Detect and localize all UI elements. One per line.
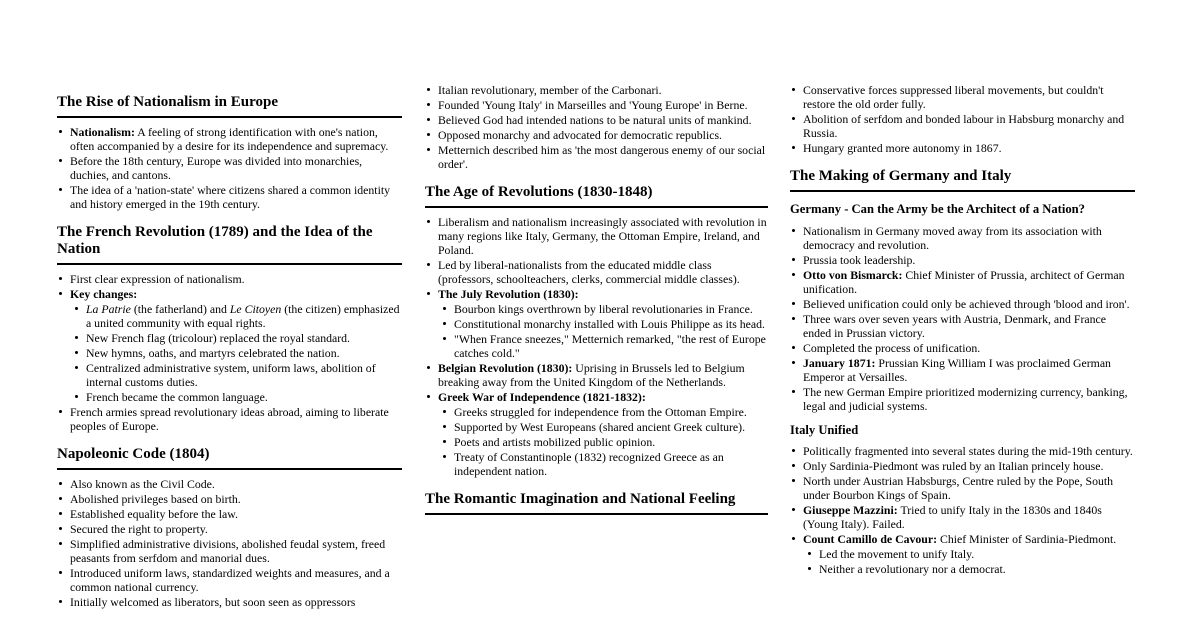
sub-bullet-list (806, 547, 1135, 576)
column-right (790, 82, 1135, 576)
bullet-icon (427, 103, 430, 106)
list-item-text: Abolished privileges based on birth. (70, 492, 241, 507)
list-item-text: New hymns, oaths, and martyrs celebrated the nation. (86, 346, 340, 361)
list-item (441, 405, 768, 419)
list-item (790, 297, 1135, 311)
list-item-text: La Patrie (the fatherland) and Le Citoyen (the citizen) emphasized a united community with equal rights. (86, 302, 400, 331)
bullet-icon (59, 292, 62, 295)
bullet-icon (792, 390, 795, 393)
bullet-list (790, 224, 1135, 413)
list-item (790, 459, 1135, 473)
sub-bullet-list (441, 302, 768, 360)
list-item-text: French became the common language. (86, 390, 268, 405)
bullet-icon (75, 395, 78, 398)
list-item-text: Initially welcomed as liberators, but soon seen as oppressors (70, 595, 356, 610)
bullet-icon (792, 88, 795, 91)
list-item-text: Opposed monarchy and advocated for democratic republics. (438, 128, 723, 142)
bullet-icon (75, 336, 78, 339)
list-item (57, 507, 402, 521)
list-item (73, 302, 402, 330)
list-item-text: New French flag (tricolour) replaced the royal standard. (86, 331, 351, 346)
bullet-icon (427, 220, 430, 223)
list-item (57, 537, 402, 565)
list-item (425, 98, 768, 112)
list-item-text: Believed God had intended nations to be natural units of mankind. (438, 113, 752, 127)
list-item-text: Italian revolutionary, member of the Carbonari. (438, 83, 662, 97)
bullet-icon (59, 130, 62, 133)
bullet-icon (443, 425, 446, 428)
subsection-heading: Italy Unified (790, 422, 859, 437)
list-item (73, 361, 402, 389)
list-item-text: Politically fragmented into several states during the mid-19th century. (803, 444, 1133, 459)
list-item (73, 390, 402, 404)
bullet-icon (427, 263, 430, 266)
bullet-list (425, 83, 768, 171)
list-item (57, 287, 402, 404)
bullet-icon (427, 133, 430, 136)
bullet-icon (75, 307, 78, 310)
bullet-list (57, 272, 402, 433)
list-item (790, 444, 1135, 458)
sub-bullet-list (441, 405, 768, 478)
list-item (441, 450, 768, 478)
bullet-icon (75, 351, 78, 354)
list-item (425, 113, 768, 127)
bullet-icon (443, 455, 446, 458)
list-item (425, 287, 768, 360)
list-item (57, 183, 402, 211)
list-item-text: Hungary granted more autonomy in 1867. (803, 141, 1002, 155)
section-heading: The Rise of Nationalism in Europe (57, 94, 402, 118)
list-item (57, 125, 402, 153)
list-item-text: Poets and artists mobilized public opinion. (454, 435, 656, 450)
list-item-text: Also known as the Civil Code. (70, 477, 215, 492)
bullet-icon (59, 571, 62, 574)
bullet-icon (59, 159, 62, 162)
section-heading: The Making of Germany and Italy (790, 168, 1135, 192)
bullet-icon (792, 479, 795, 482)
bullet-icon (792, 537, 795, 540)
bullet-icon (792, 117, 795, 120)
list-item-text: Believed unification could only be achieved through 'blood and iron'. (803, 296, 1130, 311)
list-item-text: Secured the right to property. (70, 522, 208, 537)
bullet-list (57, 477, 402, 609)
list-item-text: Centralized administrative system, uniform laws, abolition of internal customs duties. (86, 361, 376, 390)
list-item-text: January 1871: Prussian King William I was proclaimed German Emperor at Versailles. (803, 355, 1111, 384)
list-item (425, 390, 768, 478)
bullet-icon (792, 317, 795, 320)
list-item-text: The new German Empire prioritized modernizing currency, banking, legal and judicial systems. (803, 384, 1128, 413)
list-item (73, 346, 402, 360)
subsection-heading: Germany - Can the Army be the Architect of a Nation? (790, 202, 1085, 217)
bullet-icon (792, 508, 795, 511)
list-item (790, 503, 1135, 531)
list-item (790, 532, 1135, 576)
list-item-text: "When France sneezes," Metternich remarked, "the rest of Europe catches cold." (454, 332, 766, 361)
list-item-text: First clear expression of nationalism. (70, 272, 245, 287)
list-item-text: Introduced uniform laws, standardized weights and measures, and a common national currency. (70, 566, 390, 595)
list-item-text: Otto von Bismarck: Chief Minister of Prussia, architect of German unification. (803, 267, 1125, 296)
bullet-icon (443, 410, 446, 413)
bullet-list (790, 83, 1135, 155)
bullet-icon (59, 482, 62, 485)
bullet-icon (59, 512, 62, 515)
bullet-icon (792, 449, 795, 452)
list-item-text: Constitutional monarchy installed with Louis Philippe as its head. (454, 317, 765, 332)
bullet-icon (792, 464, 795, 467)
list-item (425, 258, 768, 286)
bullet-icon (443, 322, 446, 325)
bullet-icon (808, 567, 811, 570)
bullet-icon (59, 277, 62, 280)
sub-bullet-list (73, 302, 402, 404)
bullet-icon (75, 366, 78, 369)
bullet-icon (427, 118, 430, 121)
list-item-text: The July Revolution (1830): (438, 287, 579, 302)
list-item (790, 356, 1135, 384)
list-item (790, 268, 1135, 296)
list-item-text: Treaty of Constantinople (1832) recognized Greece as an independent nation. (454, 450, 724, 479)
list-item (790, 253, 1135, 267)
bullet-icon (427, 366, 430, 369)
bullet-list (790, 444, 1135, 576)
list-item (57, 154, 402, 182)
list-item-text: Led by liberal-nationalists from the educated middle class (professors, schoolteachers, clerks, commercial middle classes). (438, 258, 740, 287)
list-item-text: Nationalism in Germany moved away from its association with democracy and revolution. (803, 223, 1102, 252)
list-item-text: Founded 'Young Italy' in Marseilles and 'Young Europe' in Berne. (438, 98, 748, 112)
bullet-icon (59, 188, 62, 191)
section-heading: The Romantic Imagination and National Feeling (425, 491, 768, 515)
list-item-text: Completed the process of unification. (803, 340, 981, 355)
list-item (425, 143, 768, 171)
list-item (806, 547, 1135, 561)
list-item-text: Three wars over seven years with Austria, Denmark, and France ended in Prussian victory. (803, 311, 1107, 340)
list-item (790, 474, 1135, 502)
bullet-icon (59, 527, 62, 530)
list-item (425, 215, 768, 257)
list-item (57, 272, 402, 286)
list-item (790, 141, 1135, 155)
list-item-text: Before the 18th century, Europe was divided into monarchies, duchies, and cantons. (70, 154, 363, 183)
bullet-icon (792, 273, 795, 276)
list-item (441, 317, 768, 331)
list-item-text: Abolition of serfdom and bonded labour in Habsburg monarchy and Russia. (803, 112, 1125, 140)
list-item-text: Simplified administrative divisions, abolished feudal system, freed peasants from serfdom and manorial dues. (70, 537, 386, 566)
column-middle (425, 82, 768, 515)
list-item (806, 562, 1135, 576)
list-item-text: Giuseppe Mazzini: Tried to unify Italy in the 1830s and 1840s (Young Italy). Failed. (803, 503, 1102, 532)
bullet-icon (443, 440, 446, 443)
bullet-icon (427, 88, 430, 91)
list-item (790, 385, 1135, 413)
list-item (57, 405, 402, 433)
list-item (57, 522, 402, 536)
list-item (57, 492, 402, 506)
list-item (425, 83, 768, 97)
list-item-text: Key changes: (70, 287, 138, 302)
bullet-icon (808, 552, 811, 555)
list-item-text: Belgian Revolution (1830): Uprising in Brussels led to Belgium breaking away from the United Kingdom of the Netherlands. (438, 361, 745, 390)
list-item-text: Conservative forces suppressed liberal movements, but couldn't restore the old order fully. (803, 83, 1104, 111)
list-item (441, 420, 768, 434)
list-item-text: Greeks struggled for independence from the Ottoman Empire. (454, 405, 747, 420)
bullet-icon (792, 346, 795, 349)
list-item-text: Count Camillo de Cavour: Chief Minister of Sardinia-Piedmont. (803, 532, 1117, 547)
list-item-text: French armies spread revolutionary ideas abroad, aiming to liberate peoples of Europe. (70, 405, 389, 434)
list-item (73, 331, 402, 345)
list-item (57, 477, 402, 491)
bullet-icon (792, 146, 795, 149)
list-item-text: North under Austrian Habsburgs, Centre ruled by the Pope, South under Bourbon Kings of Spain. (803, 474, 1114, 503)
section-heading: Napoleonic Code (1804) (57, 446, 402, 470)
section-heading: The Age of Revolutions (1830-1848) (425, 184, 768, 208)
list-item (790, 341, 1135, 355)
list-item (790, 83, 1135, 111)
list-item (441, 435, 768, 449)
list-item-text: Liberalism and nationalism increasingly associated with revolution in many regions like Italy, Germany, the Ottoman Empire, Ireland, and Poland. (438, 215, 767, 258)
list-item-text: Only Sardinia-Piedmont was ruled by an Italian princely house. (803, 459, 1104, 474)
column-left (57, 82, 402, 609)
bullet-icon (792, 229, 795, 232)
list-item-text: Bourbon kings overthrown by liberal revolutionaries in France. (454, 302, 753, 317)
list-item-text: Neither a revolutionary nor a democrat. (819, 562, 1006, 577)
list-item-text: Established equality before the law. (70, 507, 238, 522)
list-item (441, 332, 768, 360)
bullet-icon (59, 600, 62, 603)
list-item-text: The idea of a 'nation-state' where citizens shared a common identity and history emerged in the 19th century. (70, 183, 391, 212)
bullet-icon (427, 292, 430, 295)
bullet-list (57, 125, 402, 211)
bullet-icon (443, 307, 446, 310)
list-item (790, 112, 1135, 140)
list-item (57, 566, 402, 594)
list-item (57, 595, 402, 609)
bullet-icon (427, 148, 430, 151)
list-item-text: Supported by West Europeans (shared ancient Greek culture). (454, 420, 746, 435)
section-heading: The French Revolution (1789) and the Idea of the Nation (57, 224, 402, 265)
bullet-list (425, 215, 768, 478)
bullet-icon (59, 542, 62, 545)
bullet-icon (792, 258, 795, 261)
list-item (425, 361, 768, 389)
list-item-text: Nationalism: A feeling of strong identification with one's nation, often accompanied by a desire for its independence and supremacy. (70, 125, 389, 154)
bullet-icon (443, 337, 446, 340)
list-item-text: Prussia took leadership. (803, 252, 916, 267)
list-item (425, 128, 768, 142)
list-item (441, 302, 768, 316)
list-item-text: Greek War of Independence (1821-1832): (438, 390, 646, 405)
bullet-icon (427, 395, 430, 398)
bullet-icon (792, 302, 795, 305)
list-item-text: Metternich described him as 'the most dangerous enemy of our social order'. (438, 143, 766, 171)
bullet-icon (792, 361, 795, 364)
bullet-icon (59, 497, 62, 500)
list-item (790, 224, 1135, 252)
list-item-text: Led the movement to unify Italy. (819, 547, 975, 562)
bullet-icon (59, 410, 62, 413)
list-item (790, 312, 1135, 340)
